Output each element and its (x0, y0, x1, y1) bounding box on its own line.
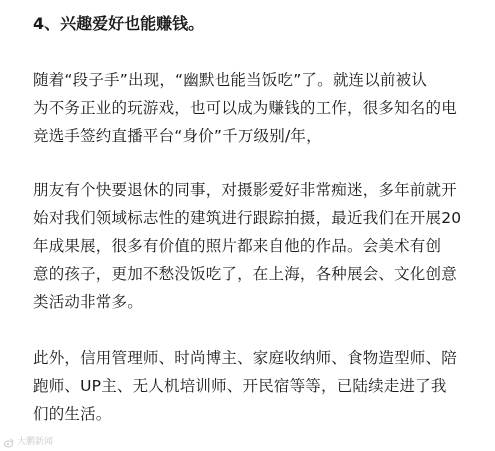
paragraph-line: 随着“段子手”出现，“幽默也能当饭吃”了。就连以前被认 (33, 71, 428, 89)
paragraph-line: 为不务正业的玩游戏，也可以成为赚钱的工作，很多知名的电 (33, 99, 457, 117)
paragraph-line: 始对我们领域标志性的建筑进行跟踪拍摄，最近我们在开展20 (33, 209, 462, 227)
paragraph-line: 年成果展，很多有价值的照片都来自他的作品。会美术有创 (33, 237, 442, 255)
paragraph-2 (33, 176, 479, 316)
paragraph-line: 竞选手签约直播平台“身价”千万级别/年， (33, 127, 322, 145)
watermark (4, 437, 53, 448)
paragraph-line: 们的生活。 (33, 405, 112, 423)
paragraph-1 (33, 66, 479, 150)
paragraph-line: 意的孩子，更加不愁没饭吃了，在上海，各种展会、文化创意 (33, 265, 457, 283)
watermark-text: 大鹏新闻 (17, 437, 54, 447)
section-heading: 4、兴趣爱好也能赚钱。 (33, 14, 205, 33)
weibo-logo-icon (4, 438, 14, 448)
paragraph-3 (33, 344, 479, 428)
paragraph-line: 此外，信用管理师、时尚博主、家庭收纳师、食物造型师、陪 (33, 349, 457, 367)
paragraph-line: 类活动非常多。 (33, 293, 143, 311)
paragraph-line: 朋友有个快要退休的同事，对摄影爱好非常痴迷，多年前就开 (33, 181, 457, 199)
paragraph-line: 跑师、UP主、无人机培训师、开民宿等等，已陆续走进了我 (33, 377, 447, 395)
